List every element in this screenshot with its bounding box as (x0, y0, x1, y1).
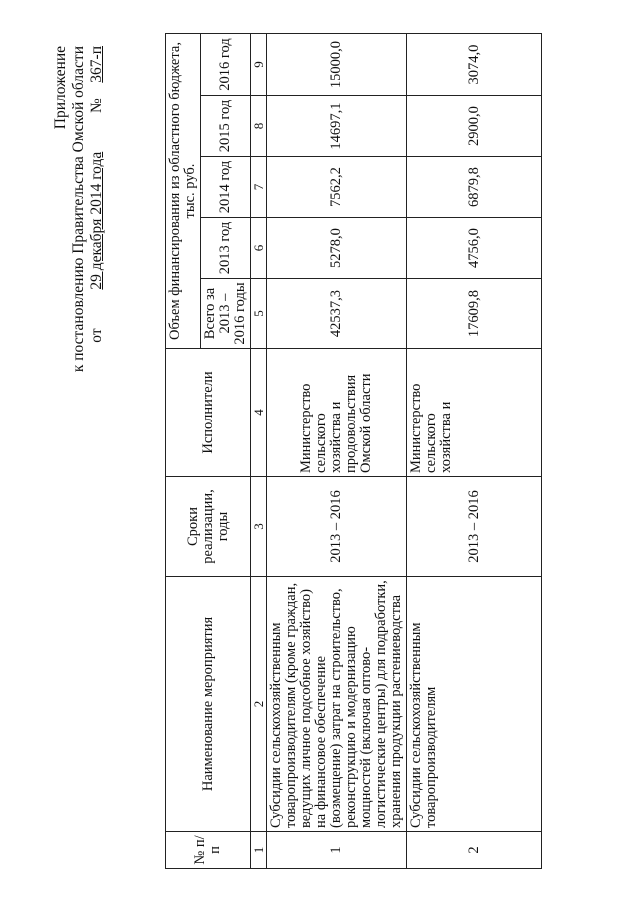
header-row (166, 34, 201, 869)
row-total: 17609,8 (407, 279, 542, 349)
row-executor: Министерство сельского хозяйства и (407, 349, 542, 477)
number-label: № (88, 98, 105, 114)
table-row (267, 34, 407, 869)
row-executor: Министерство сельского хозяйства и продовольствия Омской области (267, 349, 407, 477)
row-num: 2 (407, 832, 542, 869)
decree-number: 367-п (88, 46, 105, 83)
row-2016: 3074,0 (407, 34, 542, 96)
row-2016: 15000,0 (267, 34, 407, 96)
header-2016: 2016 год (201, 34, 251, 96)
col-number: 3 (251, 477, 267, 577)
row-2013: 5278,0 (267, 218, 407, 279)
row-term: 2013 – 2016 (267, 477, 407, 577)
appendix-header (52, 46, 106, 372)
row-term: 2013 – 2016 (407, 477, 542, 577)
row-2013: 4756,0 (407, 218, 542, 279)
row-2014: 7562,2 (267, 157, 407, 218)
header-funding: Объем финансирования из областного бюджета, тыс. руб. (166, 34, 201, 349)
header-2013: 2013 год (201, 218, 251, 279)
header-term: Сроки реализации, годы (166, 477, 251, 577)
col-number: 6 (251, 218, 267, 279)
table-row (407, 34, 542, 869)
column-number-row (251, 34, 267, 869)
header-num: № п/п (166, 832, 251, 869)
col-number: 1 (251, 832, 267, 869)
funding-table (165, 33, 542, 869)
row-2015: 2900,0 (407, 96, 542, 157)
col-number: 7 (251, 157, 267, 218)
header-2015: 2015 год (201, 96, 251, 157)
col-number: 2 (251, 577, 267, 832)
header-name: Наименование мероприятия (166, 577, 251, 832)
row-num: 1 (267, 832, 407, 869)
header-2014: 2014 год (201, 157, 251, 218)
appendix-decree-line: к постановлению Правительства Омской области (70, 46, 87, 373)
header-executors: Исполнители (166, 349, 251, 477)
row-name: Субсидии сельскохозяйственным товаропроизводителям (407, 577, 542, 832)
appendix-date-line (88, 46, 106, 372)
col-number: 4 (251, 349, 267, 477)
row-total: 42537,3 (267, 279, 407, 349)
row-2014: 6879,8 (407, 157, 542, 218)
col-number: 9 (251, 34, 267, 96)
col-number: 5 (251, 279, 267, 349)
row-2015: 14697,1 (267, 96, 407, 157)
col-number: 8 (251, 96, 267, 157)
row-name: Субсидии сельскохозяйственным товаропроизводителям (кроме граждан, ведущих личное подсобное хозяйство) на финансовое обеспечение (возмещение) затрат на строительство, реконструкцию и модернизацию мощностей (включая оптово-логистические центры) для подработки, хранения продукции растениеводства (267, 577, 407, 832)
decree-date: 29 декабря 2014 года (88, 151, 105, 290)
header-total: Всего за 2013 – 2016 годы (201, 279, 251, 349)
appendix-title: Приложение (52, 46, 69, 130)
from-label: от (88, 328, 105, 343)
